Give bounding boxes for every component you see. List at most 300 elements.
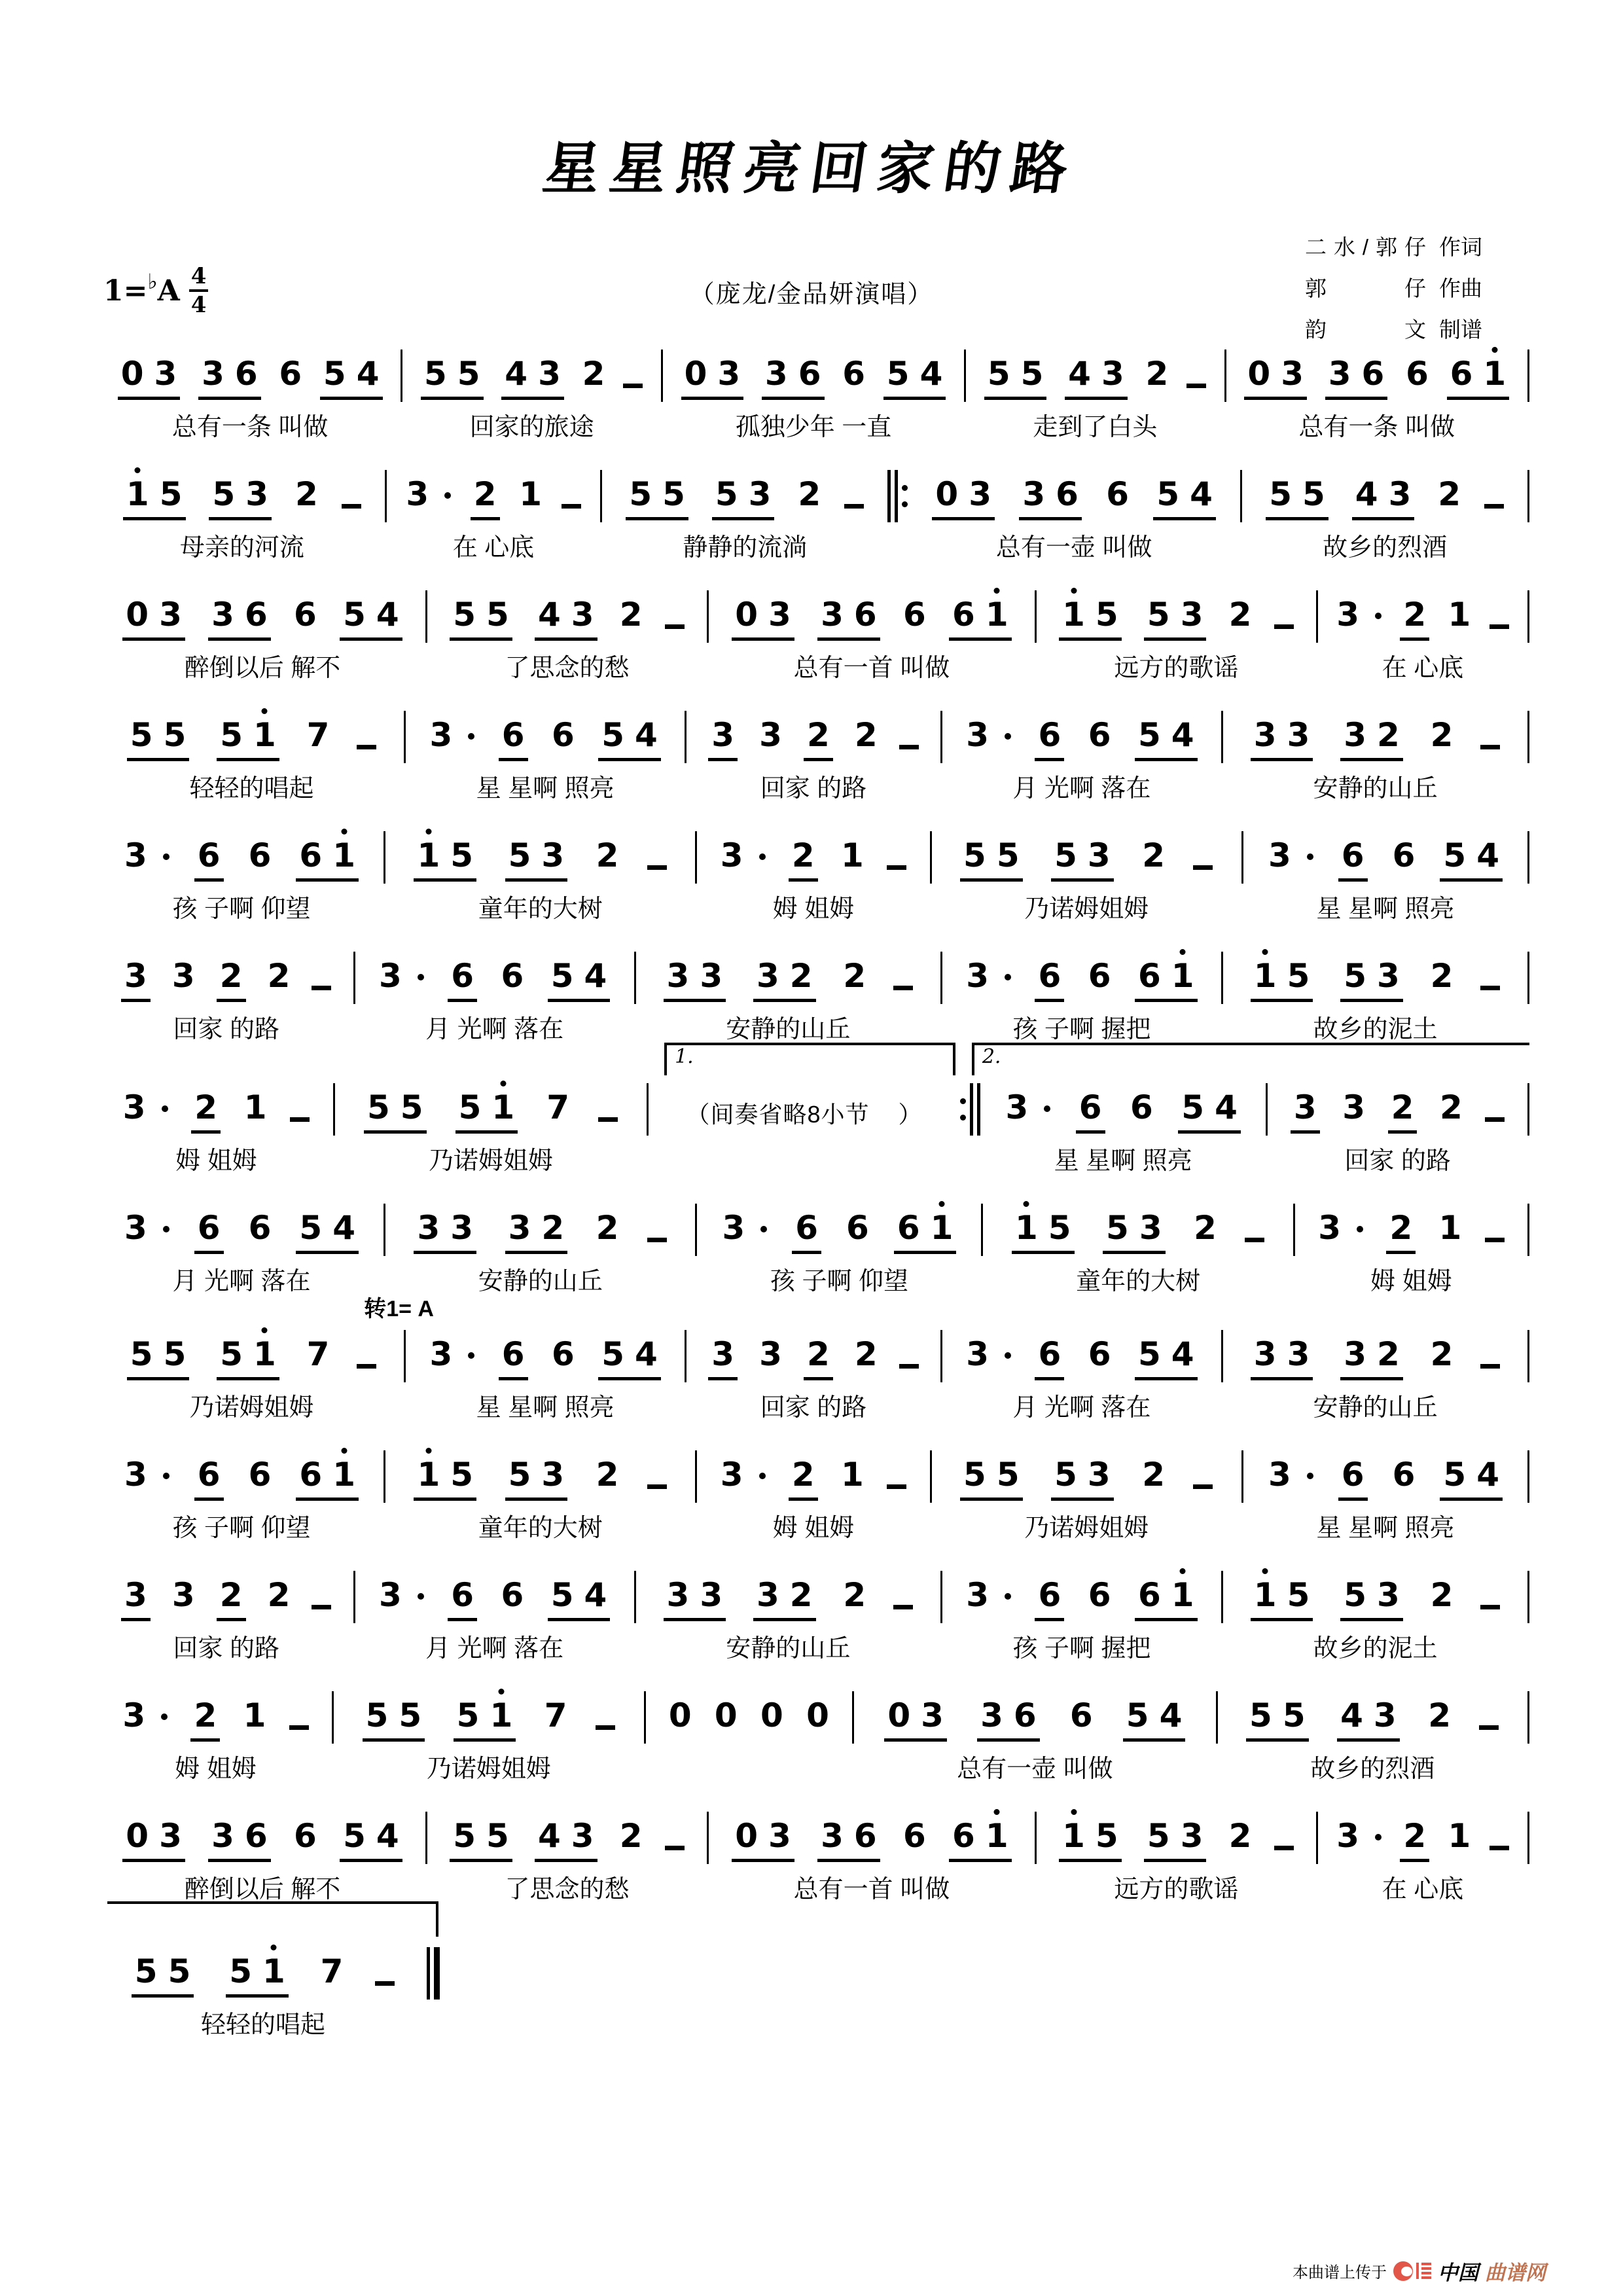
note-digit: 2 bbox=[1430, 1335, 1454, 1373]
note-group-underlined bbox=[123, 475, 186, 520]
note bbox=[429, 716, 474, 754]
note-digit: 5 bbox=[323, 355, 346, 393]
note-digit-high-octave: 1 bbox=[253, 1335, 276, 1373]
lyric-text: 醉倒以后 解不 bbox=[184, 1876, 341, 1903]
note-digit: 3 bbox=[211, 596, 234, 634]
jianpu-notes bbox=[335, 1079, 647, 1134]
note bbox=[1145, 355, 1169, 393]
jianpu-notes bbox=[1295, 1200, 1527, 1254]
note bbox=[122, 1088, 168, 1126]
measure bbox=[406, 707, 685, 802]
site-name-cn: 中国 bbox=[1438, 2261, 1478, 2285]
note-group-underlined bbox=[1051, 1458, 1114, 1501]
note-digit: 2 bbox=[294, 475, 318, 513]
note bbox=[806, 1696, 829, 1734]
note-digit: 3 bbox=[1139, 1209, 1162, 1247]
note bbox=[1428, 1696, 1451, 1734]
dash-extension bbox=[1480, 1605, 1500, 1609]
jianpu-notes bbox=[980, 1079, 1266, 1134]
note-digit: 1 bbox=[243, 1696, 266, 1734]
note-group-underlined bbox=[448, 957, 477, 1002]
jianpu-notes bbox=[99, 1687, 332, 1742]
measure bbox=[980, 1079, 1266, 1175]
jianpu-notes bbox=[99, 1326, 404, 1380]
jianpu-notes bbox=[385, 827, 695, 882]
lyric-text: 故乡的泥土 bbox=[1313, 1016, 1438, 1043]
lyric-text: 远方的歌谣 bbox=[1114, 1876, 1239, 1903]
note-digit: 3 bbox=[759, 716, 782, 754]
note-group-underlined bbox=[548, 957, 611, 1002]
note-digit: 3 bbox=[406, 475, 429, 513]
note-digit: 6 bbox=[1038, 716, 1061, 754]
note bbox=[1430, 1576, 1454, 1614]
note-digit: 6 bbox=[1038, 1335, 1061, 1373]
note-digit-high-octave: 1 bbox=[253, 716, 276, 754]
lyric-text: 安静的山丘 bbox=[1313, 1394, 1438, 1422]
note-group-underlined bbox=[455, 1088, 518, 1134]
jianpu-notes bbox=[406, 707, 685, 761]
note-digit: 5 bbox=[453, 596, 476, 634]
score-system bbox=[99, 466, 1529, 562]
measure bbox=[1226, 346, 1527, 441]
note-group-underlined bbox=[1400, 1817, 1429, 1862]
dash-extension bbox=[665, 624, 685, 629]
meter-numerator: 4 bbox=[189, 265, 209, 292]
note-digit: 2 bbox=[1228, 1817, 1252, 1855]
barline bbox=[1527, 711, 1529, 763]
measure bbox=[687, 707, 940, 802]
note-digit: 5 bbox=[457, 355, 480, 393]
score-system bbox=[99, 1943, 440, 2039]
composer-name: 郭仔 bbox=[1305, 276, 1426, 300]
lyric-text: 了思念的愁 bbox=[505, 1876, 630, 1903]
note-digit: 6 bbox=[294, 596, 317, 634]
note-digit: 6 bbox=[501, 1576, 524, 1614]
measure bbox=[602, 466, 887, 562]
note-digit: 3 bbox=[1318, 1209, 1342, 1247]
measure bbox=[636, 1567, 940, 1662]
dash-extension bbox=[1193, 1484, 1213, 1489]
note-digit: 2 bbox=[843, 957, 866, 995]
note-digit: 3 bbox=[1022, 475, 1046, 513]
note-group-underlined bbox=[217, 1335, 279, 1380]
measure bbox=[942, 707, 1221, 802]
lyric-text: 了思念的愁 bbox=[505, 655, 630, 682]
score-system bbox=[99, 1808, 1529, 1903]
jianpu-notes bbox=[854, 1687, 1215, 1742]
note-digit: 6 bbox=[853, 1817, 877, 1855]
note bbox=[501, 957, 524, 995]
lyric-text: 轻轻的唱起 bbox=[189, 775, 314, 802]
note-digit: 5 bbox=[212, 475, 236, 513]
note-digit: 3 bbox=[722, 1209, 745, 1247]
lyric-text: 乃诺姆姐姆 bbox=[1024, 895, 1149, 923]
lyric-text: 星 星啊 照亮 bbox=[476, 775, 615, 802]
note-digit: 6 bbox=[451, 1576, 474, 1614]
note-digit-high-octave: 1 bbox=[985, 596, 1008, 634]
dash-extension bbox=[893, 986, 913, 990]
note-group-underlined bbox=[208, 598, 271, 641]
note-digit: 5 bbox=[458, 1088, 482, 1126]
note-digit: 5 bbox=[450, 1456, 474, 1494]
note-digit: 6 bbox=[952, 596, 975, 634]
note-digit: 1 bbox=[1448, 596, 1471, 634]
note bbox=[546, 1088, 569, 1126]
note-group-underlined bbox=[1012, 1211, 1075, 1254]
note-group-underlined bbox=[1123, 1696, 1186, 1742]
augmentation-dot bbox=[163, 853, 169, 860]
note-digit: 2 bbox=[789, 1576, 813, 1614]
note-group-underlined bbox=[712, 475, 775, 520]
lyric-text: 月 光啊 落在 bbox=[172, 1268, 311, 1295]
jianpu-notes bbox=[99, 1446, 383, 1501]
note-digit: 3 bbox=[211, 1817, 234, 1855]
note-digit: 2 bbox=[541, 1209, 565, 1247]
note-digit: 3 bbox=[748, 475, 772, 513]
note bbox=[1088, 716, 1111, 754]
note-digit: 6 bbox=[1392, 1456, 1416, 1494]
note bbox=[619, 1817, 643, 1855]
note-group-underlined bbox=[1035, 957, 1064, 1002]
note bbox=[798, 475, 821, 513]
jianpu-notes bbox=[1318, 586, 1527, 641]
note bbox=[1142, 1456, 1165, 1494]
note-digit: 3 bbox=[821, 1817, 844, 1855]
jianpu-notes bbox=[402, 346, 661, 400]
measure bbox=[99, 466, 385, 562]
note-group-underlined bbox=[121, 1576, 151, 1621]
note-group-underlined bbox=[960, 836, 1023, 882]
note-digit: 2 bbox=[1228, 596, 1252, 634]
note-group-underlined bbox=[1019, 475, 1082, 520]
note bbox=[124, 836, 169, 874]
measure bbox=[1295, 1200, 1527, 1295]
note-digit: 5 bbox=[662, 475, 685, 513]
note bbox=[248, 1456, 272, 1494]
note-digit: 5 bbox=[1344, 1576, 1366, 1614]
note-digit: 2 bbox=[267, 957, 291, 995]
note-digit: 3 bbox=[966, 957, 989, 995]
note-group-underlined bbox=[122, 1817, 185, 1862]
note-digit: 3 bbox=[756, 957, 779, 995]
note-group-underlined bbox=[296, 1458, 359, 1501]
dash-extension bbox=[1186, 384, 1206, 388]
augmentation-dot bbox=[1044, 1105, 1050, 1112]
note-group-underlined bbox=[949, 1817, 1012, 1862]
note-group-underlined bbox=[296, 1211, 359, 1254]
note-group-underlined bbox=[127, 716, 190, 761]
flat-sign: ♭ bbox=[147, 269, 158, 294]
note-digit: 3 bbox=[764, 355, 788, 393]
dash-extension bbox=[665, 1846, 685, 1850]
score-system bbox=[99, 1567, 1529, 1662]
barline bbox=[1527, 1330, 1529, 1382]
dash-extension bbox=[290, 1117, 310, 1122]
note-group-underlined bbox=[883, 357, 946, 400]
note bbox=[122, 1696, 168, 1734]
note-group-underlined bbox=[1400, 598, 1429, 641]
measure bbox=[1223, 1326, 1527, 1422]
note-digit: 2 bbox=[1430, 716, 1454, 754]
jianpu-notes bbox=[966, 346, 1224, 400]
note-digit: 3 bbox=[124, 1576, 147, 1614]
note-digit: 2 bbox=[473, 475, 497, 513]
note-digit: 2 bbox=[1391, 1088, 1414, 1126]
measure bbox=[334, 1687, 643, 1783]
measure bbox=[99, 1567, 353, 1662]
note-digit: 3 bbox=[1376, 1576, 1400, 1614]
note-group-underlined bbox=[505, 836, 568, 882]
note bbox=[1005, 1088, 1050, 1126]
note-digit: 5 bbox=[367, 1088, 390, 1126]
note-digit: 6 bbox=[248, 836, 272, 874]
note-group-underlined bbox=[1059, 598, 1122, 641]
note-digit: 6 bbox=[197, 1209, 221, 1247]
dash-extension bbox=[1480, 745, 1500, 749]
note-digit: 2 bbox=[1389, 1209, 1413, 1247]
dash-extension bbox=[887, 865, 906, 870]
lyric-text: 孩 子啊 仰望 bbox=[172, 1515, 311, 1542]
note-digit: 5 bbox=[450, 836, 474, 874]
note-group-underlined bbox=[984, 357, 1047, 400]
measure bbox=[99, 1079, 333, 1175]
note-digit: 6 bbox=[1341, 1456, 1364, 1494]
note bbox=[841, 836, 864, 874]
note-group-underlined bbox=[505, 1458, 568, 1501]
note bbox=[1228, 1817, 1252, 1855]
note-digit: 4 bbox=[1355, 475, 1378, 513]
barline bbox=[1527, 1083, 1529, 1136]
note-group-underlined bbox=[208, 1817, 271, 1862]
note-digit: 7 bbox=[320, 1952, 344, 1990]
note-digit: 5 bbox=[134, 1952, 158, 1990]
note-digit: 3 bbox=[700, 957, 723, 995]
augmentation-dot bbox=[163, 1473, 169, 1479]
note-digit: 6 bbox=[294, 1817, 317, 1855]
note bbox=[596, 1209, 619, 1247]
dash-extension bbox=[1480, 1364, 1500, 1369]
note-digit: 6 bbox=[1038, 957, 1061, 995]
note-digit: 6 bbox=[551, 716, 575, 754]
note-digit: 6 bbox=[1088, 1335, 1111, 1373]
note bbox=[720, 836, 766, 874]
note-digit: 3 bbox=[1376, 957, 1400, 995]
note-group-underlined bbox=[226, 1952, 289, 1998]
note-digit: 3 bbox=[969, 475, 991, 513]
note-digit: 3 bbox=[717, 355, 741, 393]
note-digit: 0 bbox=[806, 1696, 829, 1734]
lyric-text: 孩 子啊 仰望 bbox=[172, 895, 311, 923]
augmentation-dot bbox=[1375, 613, 1382, 619]
dash-extension bbox=[844, 504, 864, 509]
note-digit-high-octave: 1 bbox=[1253, 1576, 1277, 1614]
note-digit: 2 bbox=[1145, 355, 1169, 393]
note-group-underlined bbox=[296, 836, 359, 882]
note-digit: 5 bbox=[299, 1209, 323, 1247]
note-group-underlined bbox=[1440, 836, 1503, 882]
measure bbox=[646, 1687, 853, 1770]
jianpu-notes bbox=[1243, 827, 1527, 882]
dash-extension bbox=[1479, 1725, 1499, 1730]
note-group-underlined bbox=[884, 1696, 947, 1742]
note-group-underlined bbox=[1352, 475, 1415, 520]
jianpu-notes bbox=[387, 466, 601, 520]
note-digit: 5 bbox=[987, 355, 1010, 393]
note-group-underlined bbox=[1035, 716, 1064, 761]
note-digit: 3 bbox=[1253, 1335, 1277, 1373]
jianpu-notes bbox=[649, 1079, 960, 1130]
augmentation-dot bbox=[760, 1226, 767, 1232]
score-system bbox=[99, 1200, 1529, 1295]
note-digit: 2 bbox=[619, 1817, 643, 1855]
jianpu-notes bbox=[99, 1943, 427, 1998]
performer-subtitle: （庞龙/金品妍演唱） bbox=[689, 281, 934, 308]
note-digit: 3 bbox=[1388, 475, 1412, 513]
note-digit-high-octave: 1 bbox=[1014, 1209, 1038, 1247]
barline bbox=[1527, 831, 1529, 884]
note-digit: 2 bbox=[1142, 836, 1165, 874]
note-digit: 3 bbox=[1336, 596, 1359, 634]
note bbox=[759, 1335, 782, 1373]
note-digit: 6 bbox=[451, 957, 474, 995]
note-group-underlined bbox=[1076, 1088, 1105, 1134]
note-digit: 3 bbox=[245, 475, 269, 513]
measure bbox=[99, 586, 425, 682]
jianpu-notes bbox=[709, 1808, 1035, 1862]
song-title: 星星照亮回家的路 bbox=[539, 135, 1083, 202]
dash-extension bbox=[1489, 624, 1509, 629]
note-digit: 5 bbox=[130, 1335, 153, 1373]
note-group-underlined bbox=[471, 475, 500, 520]
note-digit: 3 bbox=[700, 1576, 723, 1614]
transcriber-name: 韵文 bbox=[1305, 317, 1426, 342]
measure bbox=[1318, 1808, 1527, 1903]
measure bbox=[942, 1326, 1221, 1422]
jianpu-notes bbox=[697, 827, 929, 882]
note-digit: 5 bbox=[1181, 1088, 1205, 1126]
note-group-underlined bbox=[499, 716, 528, 761]
note bbox=[1336, 596, 1382, 634]
jianpu-notes bbox=[1223, 707, 1527, 761]
note-group-underlined bbox=[1051, 836, 1114, 882]
lyric-text: 星 星啊 照亮 bbox=[476, 1394, 615, 1422]
note-group-underlined bbox=[977, 1696, 1040, 1742]
note bbox=[1088, 1335, 1111, 1373]
note bbox=[294, 1817, 317, 1855]
note-digit: 5 bbox=[1269, 475, 1293, 513]
note-group-underlined bbox=[1338, 1458, 1368, 1501]
jianpu-notes bbox=[99, 466, 385, 520]
note-digit: 1 bbox=[1448, 1817, 1471, 1855]
note-digit: 3 bbox=[1005, 1088, 1029, 1126]
measure bbox=[1318, 586, 1527, 682]
note-digit: 3 bbox=[429, 716, 453, 754]
jianpu-notes bbox=[1226, 346, 1527, 400]
note-digit: 3 bbox=[1293, 1088, 1317, 1126]
note-digit: 2 bbox=[1194, 1209, 1217, 1247]
note bbox=[306, 1335, 330, 1373]
measure bbox=[99, 1687, 332, 1783]
lyric-text: 远方的歌谣 bbox=[1114, 655, 1239, 682]
note-group-underlined bbox=[792, 1211, 821, 1254]
jianpu-notes bbox=[1218, 1687, 1527, 1742]
augmentation-dot bbox=[468, 733, 474, 740]
lyric-text: 总有一壶 叫做 bbox=[995, 534, 1152, 562]
note bbox=[1130, 1088, 1153, 1126]
dash-extension bbox=[1193, 865, 1213, 870]
jianpu-notes bbox=[942, 707, 1221, 761]
note-digit: 5 bbox=[1126, 1696, 1149, 1734]
measure bbox=[854, 1687, 1215, 1783]
note-digit: 6 bbox=[501, 716, 525, 754]
note-digit: 7 bbox=[306, 716, 330, 754]
note-group-underlined bbox=[505, 1211, 568, 1254]
note-digit: 5 bbox=[1156, 475, 1180, 513]
measure bbox=[99, 1943, 427, 2039]
note-digit: 5 bbox=[1443, 836, 1467, 874]
note-digit: 4 bbox=[1215, 1088, 1238, 1126]
note-group-underlined bbox=[191, 1088, 221, 1134]
note-digit: 6 bbox=[1088, 716, 1111, 754]
measure bbox=[99, 827, 383, 923]
jianpu-notes bbox=[355, 1567, 634, 1621]
measure bbox=[99, 1200, 383, 1295]
note-digit: 3 bbox=[541, 1456, 565, 1494]
note-digit: 5 bbox=[550, 957, 574, 995]
note-digit: 5 bbox=[1147, 596, 1170, 634]
note-digit: 6 bbox=[1361, 355, 1385, 393]
note bbox=[1448, 596, 1471, 634]
note bbox=[902, 596, 926, 634]
augmentation-dot bbox=[161, 1713, 168, 1720]
note-digit: 3 bbox=[1328, 355, 1351, 393]
jianpu-notes bbox=[99, 1567, 353, 1621]
note-group-underlined bbox=[132, 1952, 194, 1998]
note-group-underlined bbox=[1388, 1088, 1418, 1134]
note-digit: 7 bbox=[546, 1088, 569, 1126]
note-digit: 3 bbox=[1253, 716, 1277, 754]
note-digit: 6 bbox=[952, 1817, 975, 1855]
note-digit: 3 bbox=[508, 1209, 531, 1247]
note-digit: 2 bbox=[1376, 1335, 1400, 1373]
lyric-text: 走到了白头 bbox=[1033, 414, 1158, 441]
lyric-text: 孩 子啊 握把 bbox=[1012, 1635, 1151, 1662]
measure bbox=[908, 466, 1240, 562]
note bbox=[124, 1209, 169, 1247]
note-group-underlined bbox=[364, 1088, 427, 1134]
note-digit: 3 bbox=[1281, 355, 1304, 393]
note-digit: 2 bbox=[194, 1696, 217, 1734]
note-group-underlined bbox=[535, 1817, 597, 1862]
note-digit-high-octave: 1 bbox=[490, 1696, 513, 1734]
note-group-underlined bbox=[1340, 1576, 1403, 1621]
note-digit: 5 bbox=[1302, 475, 1325, 513]
note bbox=[429, 1335, 474, 1373]
note-digit: 6 bbox=[551, 1335, 575, 1373]
note-digit: 4 bbox=[1190, 475, 1213, 513]
note-digit: 6 bbox=[1130, 1088, 1153, 1126]
note-digit: 5 bbox=[550, 1576, 574, 1614]
lyric-text: 总有一条 叫做 bbox=[1298, 414, 1455, 441]
note-digit: 6 bbox=[244, 1817, 268, 1855]
note bbox=[124, 1456, 169, 1494]
note-digit: 5 bbox=[1344, 957, 1366, 995]
note-group-underlined bbox=[414, 836, 476, 882]
note-digit: 3 bbox=[159, 596, 182, 634]
note-digit: 0 bbox=[684, 355, 707, 393]
barline bbox=[1527, 470, 1529, 522]
note-group-underlined bbox=[1135, 1576, 1198, 1621]
